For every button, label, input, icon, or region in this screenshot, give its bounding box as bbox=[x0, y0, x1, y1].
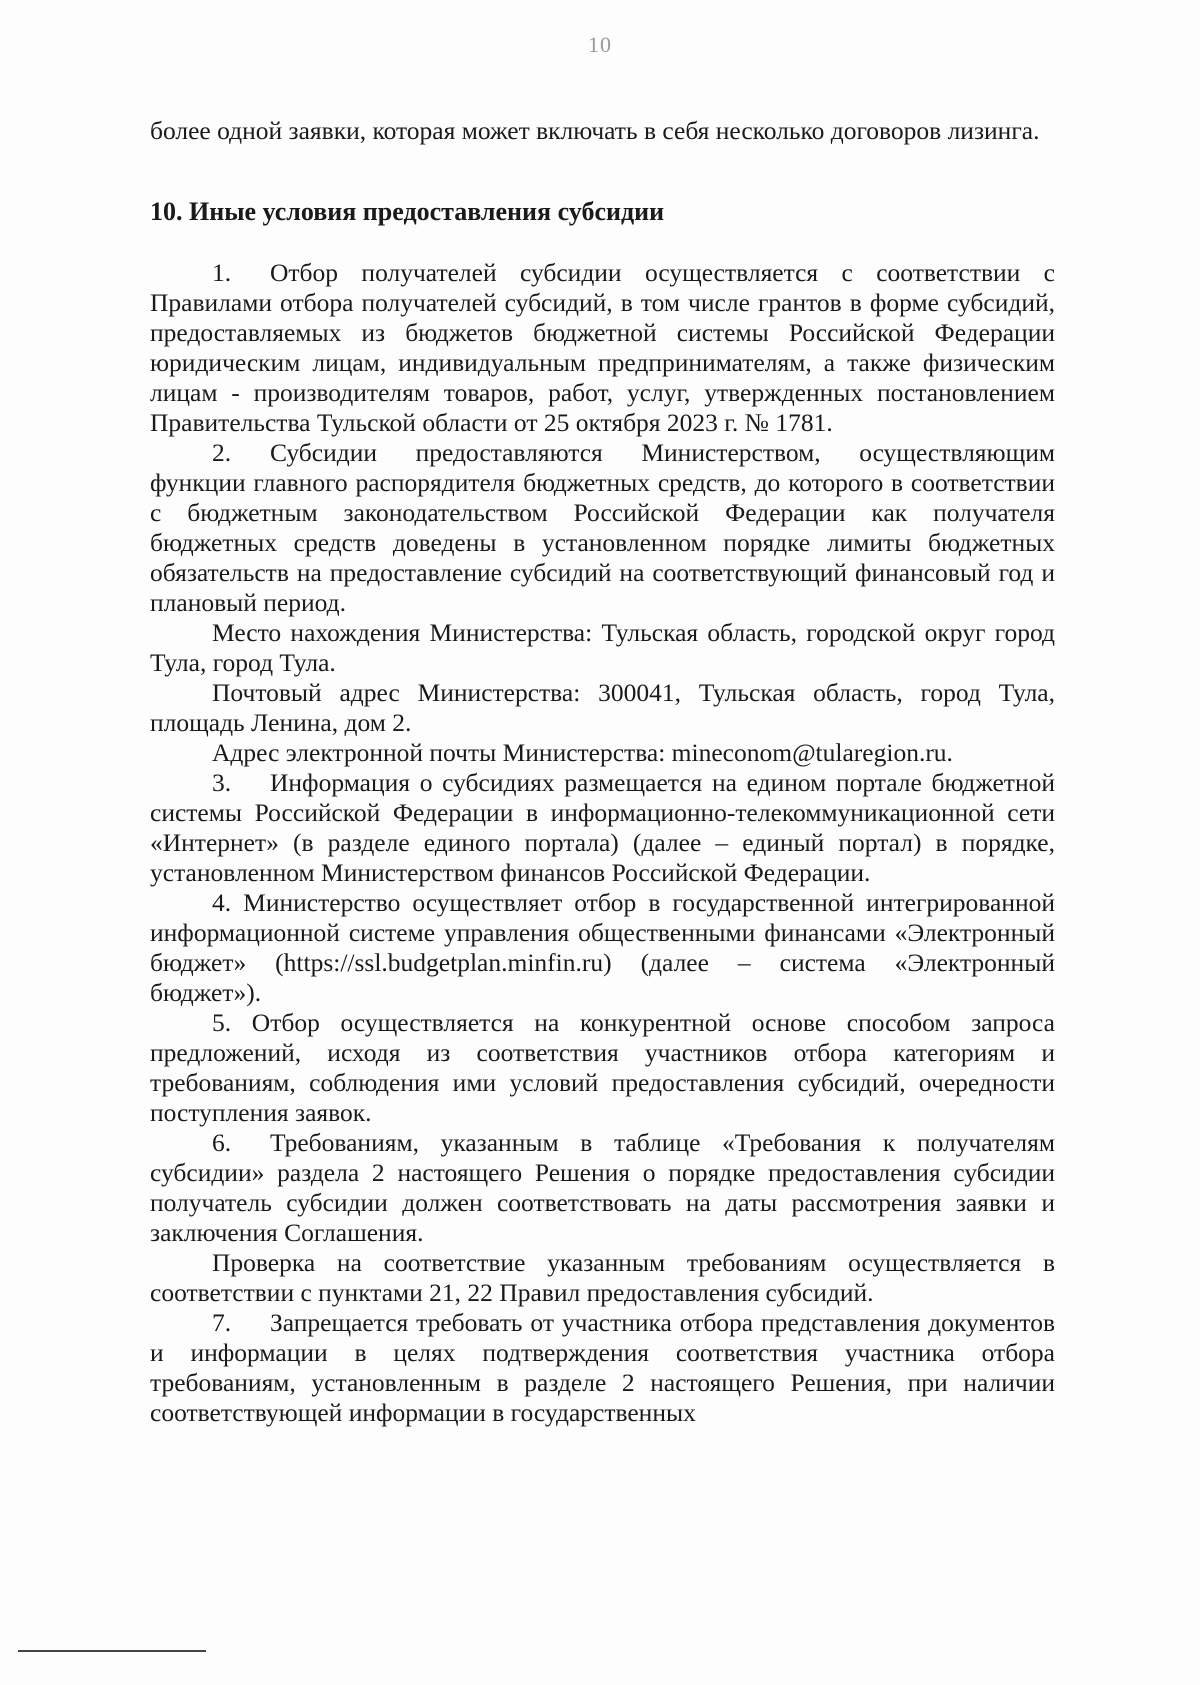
section-heading: 10. Иные условия предоставления субсидии bbox=[150, 197, 665, 226]
item-number: 2. bbox=[212, 438, 232, 467]
ministry-postal-address: Почтовый адрес Министерства: 300041, Тульская область, город Тула, площадь Ленина, дом 2. bbox=[150, 678, 1055, 737]
item-number: 3. bbox=[212, 768, 232, 797]
item-2 bbox=[150, 438, 1055, 618]
item-text: Информация о субсидиях размещается на едином портале бюджетной системы Российской Федерации в информационно-телекоммуникационной сети «Интернет» (в разделе единого портала) (далее – единый портал) в порядке, установленном Министерством финансов Российской Федерации. bbox=[150, 768, 1055, 887]
item-text: Министерство осуществляет отбор в государственной интегрированной информационной системе управления общественными финансами «Электронный бюджет» (https://ssl.budgetplan.minfin.ru) (далее – система «Электронный бюджет»). bbox=[150, 888, 1056, 1007]
item-text: Запрещается требовать от участника отбора представления документов и информации в целях подтверждения соответствия участника отбора требованиям, установленным в разделе 2 настоящего Решения, при наличии соответствующей информации в государственных bbox=[150, 1308, 1055, 1427]
intro-paragraph: более одной заявки, которая может включать в себя несколько договоров лизинга. bbox=[150, 116, 1040, 145]
item-text: Субсидии предоставляются Министерством, осуществляющим функции главного распорядителя бюджетных средств, до которого в соответствии с бюджетным законодательством Российской Федерации как получателя бюджетных средств доведены в установленном порядке лимиты бюджетных обязательств на предоставление субсидий на соответствующий финансовый год и плановый период. bbox=[150, 438, 1055, 617]
item-3 bbox=[150, 768, 1055, 888]
item-6 bbox=[150, 1128, 1055, 1248]
item-1 bbox=[150, 258, 1055, 438]
item-number: 4. bbox=[212, 888, 232, 917]
item-5 bbox=[150, 1008, 1055, 1128]
verification-paragraph: Проверка на соответствие указанным требованиям осуществляется в соответствии с пунктами 21, 22 Правил предоставления субсидий. bbox=[150, 1248, 1055, 1307]
item-number: 1. bbox=[212, 258, 232, 287]
ministry-email: Адрес электронной почты Министерства: mineconom@tularegion.ru. bbox=[212, 738, 953, 767]
item-text: Требованиям, указанным в таблице «Требования к получателям субсидии» раздела 2 настоящего Решения о порядке предоставления субсидии получатель субсидии должен соответствовать на даты рассмотрения заявки и заключения Соглашения. bbox=[150, 1128, 1055, 1247]
ministry-location: Место нахождения Министерства: Тульская область, городской округ город Тула, город Тула. bbox=[150, 618, 1055, 677]
item-7 bbox=[150, 1308, 1055, 1428]
item-text: Отбор осуществляется на конкурентной основе способом запроса предложений, исходя из соответствия участников отбора категориям и требованиям, соблюдения ими условий предоставления субсидий, очередности поступления заявок. bbox=[150, 1008, 1056, 1127]
item-number: 7. bbox=[212, 1308, 232, 1337]
item-text: Отбор получателей субсидии осуществляется с соответствии с Правилами отбора получателей субсидий, в том числе грантов в форме субсидий, предоставляемых из бюджетов бюджетной системы Российской Федерации юридическим лицам, индивидуальным предпринимателям, а также физическим лицам - производителям товаров, работ, услуг, утвержденных постановлением Правительства Тульской области от 25 октября 2023 г. № 1781. bbox=[150, 258, 1055, 437]
footnote-separator-line bbox=[18, 1650, 206, 1652]
document-body bbox=[150, 116, 1055, 1428]
page-number: 10 bbox=[588, 32, 612, 57]
item-number: 6. bbox=[212, 1128, 232, 1157]
item-4 bbox=[150, 888, 1055, 1008]
item-number: 5. bbox=[212, 1008, 232, 1037]
